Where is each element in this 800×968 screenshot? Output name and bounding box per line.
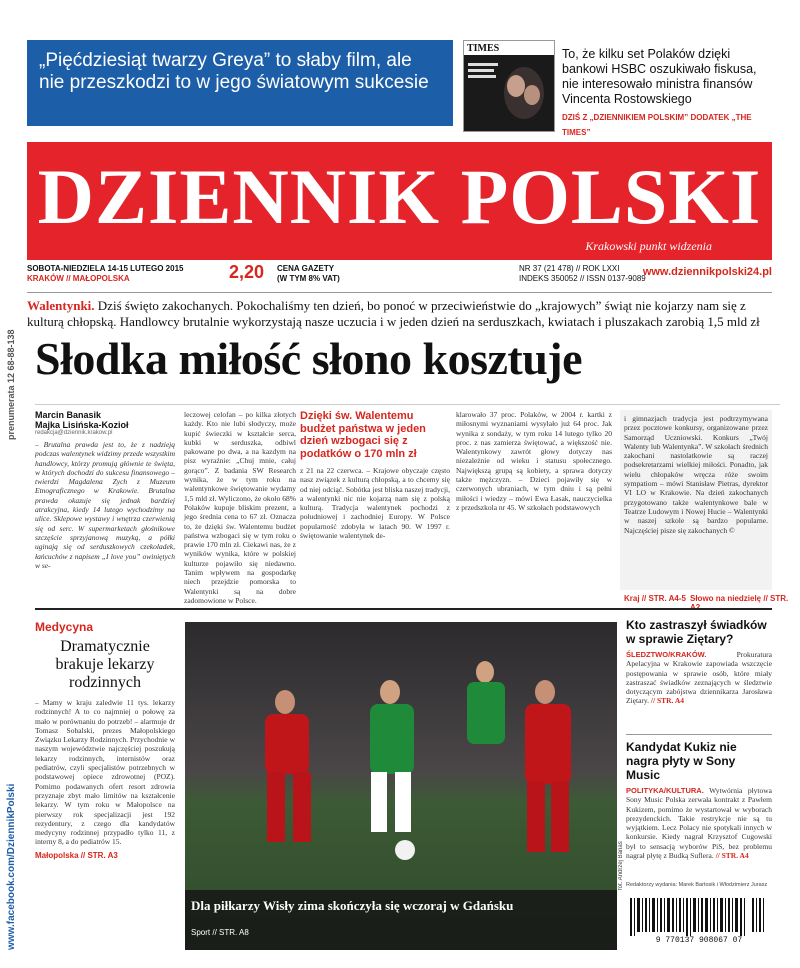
facebook-link[interactable]: www.facebook.com/DziennikPolski (6, 783, 17, 950)
barcode-digits: 9 770137 908067 07 (655, 936, 743, 945)
story1-tag: ŚLEDZTWO/KRAKÓW. (626, 650, 707, 659)
promo-text: „Pięćdziesiąt twarzy Greya” to słaby film, ale nie przeszkodzi to w jego światowym sukcesie (39, 50, 429, 93)
box-title: Dzięki św. Walentemu budżet państwa w jeden dzień wzbogaci się z podatków o 170 mln zł (300, 410, 426, 460)
lead-body-col4: klarowało 37 proc. Polaków, w 2004 r. kartki z miłosnymi wyznaniami wysyłało już 64 proc. Jak wynika z sondaży, w tym roku 14 lutego tylko 20 proc. z nas zamierza świętować, a większość nie. Walentynkowy zawrót głowy dotyczy nas niezależnie od wieku i statusu społecznego. Największą grupą są kobiety, a sprawa dotyczy także mężczyzn. – Dzieci pojawiły się w czerwonych ubraniach, w tym dniu i są pełni miłości i wiedzy – mówi Ewa Łasak, nauczycielka z przedszkola nr 45. W szkołach podstawowych (456, 410, 612, 512)
issue-date: SOBOTA-NIEDZIELA 14-15 LUTEGO 2015 (27, 264, 184, 273)
lead-body-col3: z 21 na 22 czerwca. – Krajowe obyczaje często nasz związek z kulturą chłopską, a to chcemy się od niej odciąć. Sobótka jest bliska naszej tradycji, a walentynki nic nie kojarzą nam się z polską kulturą. Tradycja walentynek pochodzi z południowej i zachodniej Europy. W Polsce popularność zdobyła w latach 90. W 1997 r. świętowanie walentynek de- (300, 466, 450, 541)
times-thumbnail[interactable] (463, 40, 555, 132)
lead-text: Dziś święto zakochanych. Pokochaliśmy ten dzień, bo ponoć w przeciwieństwie do „krajowych” świąt nie kojarzy nam się z kulturą chłopską. Handlowcy brutalnie wykorzystają nasze uczucia i w jeden dzień na serduszkach, kwiatach i pluszakach zarobią 1,5 mld zł (27, 298, 760, 329)
ref-slowo[interactable]: Słowo na niedzielę // STR. (690, 594, 789, 603)
story-kukiz[interactable] (626, 740, 772, 860)
vat-note: (W TYM 8% VAT) (277, 274, 340, 283)
lead-col5-panel (620, 410, 772, 590)
lead-body-col1: – Brutalna prawda jest to, że z nadzieją podczas walentynek widzimy przede wszystkim handlowcy, którzy promują głównie te święta, w których dochodzi do sukcesu finansowego – twierdzi Magdalena Zych z Muzeum Etnograficznego w Krakowie. Brutalna prawda okazuje się jednak bardziej atrakcyjna, kiedy 14 lutego wychodzimy na ulice. Sklepowe wystawy i wnętrza czerwienią się od serc. W supermarketach głośnikowe szczęście sprzyjanową muzyką, a półki uginają się od serduszkowych czekoladek, łańcuchów z napisem „I love you” owiniętych w se- (35, 440, 175, 570)
story2-title: Kandydat Kukiz nie nagra płyty w Sony Music (626, 740, 737, 782)
divider (35, 404, 780, 405)
issue-number: NR 37 (21 478) // ROK LXXI (519, 264, 620, 273)
main-headline[interactable]: Słodka miłość słono kosztuje (35, 333, 583, 384)
author-1: Marcin Banasik (35, 410, 102, 420)
region: KRAKÓW // MAŁOPOLSKA (27, 274, 130, 283)
editor-note: Redaktorzy wydania: Marek Bartosik i Włodzimierz Jurasz (626, 882, 768, 888)
price-label: CENA GAZETY (277, 264, 335, 273)
subscription-vertical: prenumerata 12 68-88-138 (6, 329, 16, 440)
lead-kicker: Walentynki. (27, 298, 95, 313)
lead-body-col5: i gimnazjach tradycja jest podtrzymywana przez pocztowe konkursy, organizowane przez Samorząd Uczniowski. Konkurs „Twój Walenty lub Walentynka”. W szkołach średnich zakochani nastolatkowie są raczej podsekretarzami wielkiej miłości. Ponadto, jak wielu chłopaków wręcza róże swoim sympatiom – mówi Stanisław Pietras, dyrektor VI LO w Krakowie. Na dzień zakochanych przygotowano także walentynkowe bale w Teatrze Ludowym i Nowej Hucie – Walentynki w naszej szkole są bardzo popularne. Najczęściej pisze się zakochanych © (624, 414, 768, 535)
promo-right[interactable] (562, 47, 772, 140)
ball (395, 840, 415, 860)
story1-body: Prokuratura Apelacyjna w Krakowie zapowiada wszczęcie postępowania w sprawie osób, które miały zastraszać świadków zeznających w śledztwie dotyczącym zabójstwa dziennikarza Jarosława Ziętary. (626, 650, 772, 706)
lead-box[interactable] (300, 410, 450, 540)
info-bar (27, 262, 772, 293)
story-divider (626, 734, 772, 735)
promo-banner[interactable] (27, 40, 453, 126)
masthead[interactable] (27, 142, 772, 260)
barcode (626, 898, 772, 948)
barcode-icon (626, 898, 772, 938)
medical-tag: Medycyna (35, 620, 94, 634)
website-link[interactable]: www.dziennikpolski24.pl (642, 266, 772, 278)
medical-ref[interactable]: Małopolska // STR. A3 (35, 850, 118, 860)
times-cover-image (464, 41, 554, 131)
photo-credit: fot. Andrzej Banaś (618, 841, 624, 890)
promo-right-ref: DZIŚ Z „DZIENNIKIEM POLSKIM” DODATEK „THE TIMES” (562, 113, 752, 137)
photo-caption-bar[interactable] (185, 890, 617, 950)
story1-title: Kto zastraszył świadków w sprawie Ziętary? (626, 618, 767, 646)
story-ziętara[interactable] (626, 618, 772, 706)
price: 2,20 (229, 262, 265, 282)
issn: INDEKS 350052 // ISSN 0137-9089 (519, 274, 646, 283)
medical-story[interactable] (35, 620, 175, 860)
photo-ref[interactable]: Sport // STR. A8 (191, 928, 249, 937)
author-2: Majka Lisińska-Kozioł (35, 420, 129, 430)
lead-paragraph (27, 298, 772, 330)
masthead-title: DZIENNIK POLSKI (37, 153, 762, 240)
lead-body-col2: leczowej celofan – po kilka złotych każdy. Kto nie lubi słodyczy, może kupić świeczki w kształcie serca, kubki w serduszka, odbiwl pakowane po dwa, a na kazdym na pisz wyraźnie: „Chuj mnie, całuj gorąco”. Z badania SW Research wynika, że w tym roku na walentynkowe świętowanie wydamy 1,5 mld zł. Wyliczono, że około 68% Polaków kupuje bliskim prezent, a jego średnia cena to 67 zł. Oznacza to, że dzięki św. Walentemu budżet państwa wzbogaci się w tym roku o prawie 170 mln zł. Ciekawi nas, że z wyników wynika, które w polskiej kulturze pojawiło się niedawno. Tanim wpływem na gospodarkę niech przejdzie pomorska to Walentynki są na dobre zadomowione w Polsce. (184, 410, 296, 605)
medical-headline: Dramatycznie brakuje lekarzy rodzinnych (55, 638, 155, 691)
story2-ref[interactable]: // STR. A4 (715, 851, 749, 861)
masthead-subtitle: Krakowski punkt widzenia (585, 239, 712, 253)
times-label: TIMES (467, 43, 500, 54)
section-divider (35, 608, 772, 610)
promo-right-text: To, że kilku set Polaków dzięki bankowi HSBC oszukiwało fiskusa, nie interesowało ministra finansów Vincenta Rostowskiego (562, 47, 757, 106)
story2-tag: POLITYKA/KULTURA. (626, 786, 704, 795)
ref-kraj[interactable]: Kraj // STR. A4-5 (624, 594, 686, 603)
story2-body: Wytwórnia płytowa Sony Music Polska zerwała kontrakt z Pawłem Kukizem, pomimo że wystartował w wyborach prezydenckich. Takie restrykcje nie są tu wyjątkiem. Lecz Polacy nie spotykali innych w konkursie. Kiedy nagrał Krzysztof Cugowski był to sensacją wyborów PiS, bez problemu nagrał płytę z Budką Suflera. (626, 786, 772, 861)
story1-ref[interactable]: // STR. A4 (650, 696, 685, 706)
lead-col-1 (35, 410, 175, 570)
author-email: redakcja@dziennik.krakow.pl (35, 430, 113, 436)
medical-body: – Mamy w kraju zaledwie 11 tys. lekarzy rodzinnych! A to co najmniej o połowę za mało w porównaniu do potrzeb! – alarmuje dr Tomasz Sobalski, prezes Małopolskiego Związku Lekarzy Rodzinnych. Przychodnie w naszym województwie najczęściej poszukują lekarzy rodzinnych, internistów oraz pediatrów, czyli specjalistów potrzebnych w podstawowej opiece zdrowotnej (POZ). Pomimo podawanych ofert resort zdrowia przyznaje zbyt mało limitów na kształcenie lekarzy. W tym roku w Małopolsce na pierwszy rok specjalizacji jest 192 rezydentury, z czego dla kandydatów medycyny rodzinnej przypadło tylko 11, z interny 8, a do pediatrów 15. (35, 698, 175, 847)
photo-caption: Dla piłkarzy Wisły zima skończyła się wczoraj w Gdańsku (191, 898, 514, 913)
